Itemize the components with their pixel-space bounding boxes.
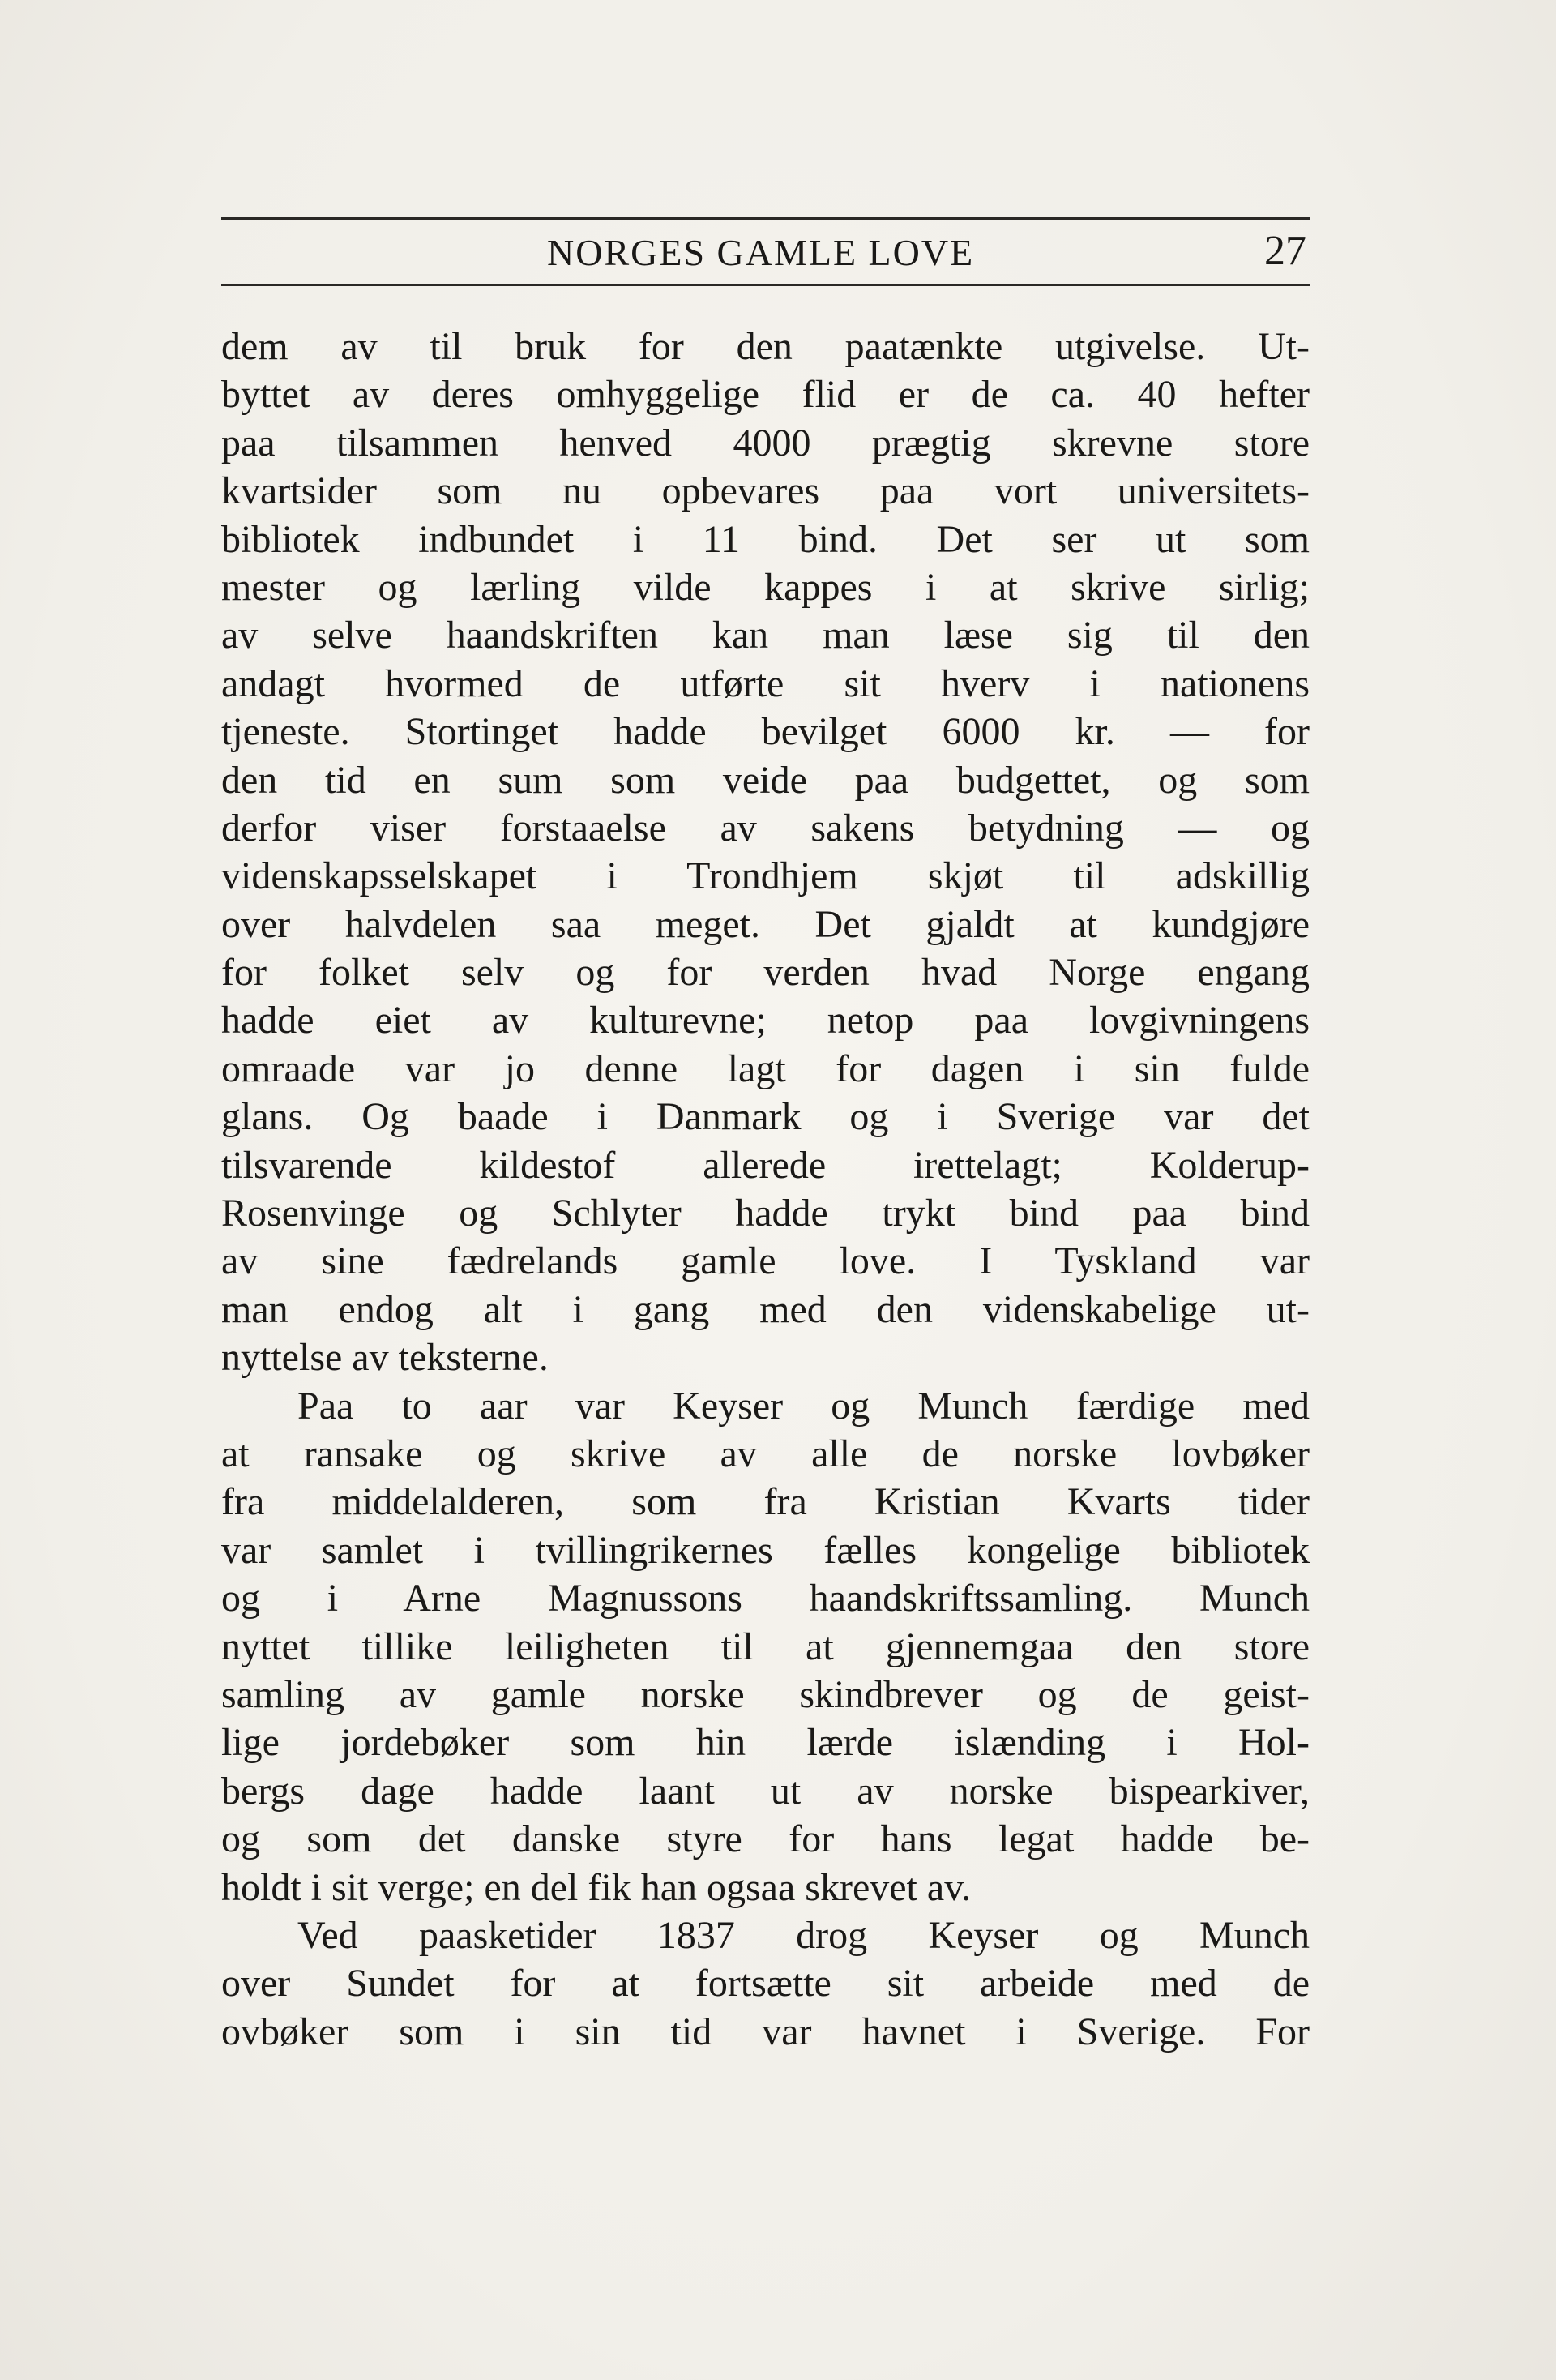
text-line: kvartsider som nu opbevares paa vort universitets-: [221, 469, 1310, 513]
text-line: videnskapsselskapet i Trondhjem skjøt til adskillig: [221, 854, 1310, 898]
text-line: Rosenvinge og Schlyter hadde trykt bind paa bind: [221, 1192, 1310, 1235]
text-line: og i Arne Magnussons haandskriftssamling. Munch: [221, 1577, 1310, 1620]
text-line: den tid en sum som veide paa budgettet, og som: [221, 758, 1310, 802]
running-head: NORGES GAMLE LOVE: [547, 232, 975, 273]
text-line: nyttelse av teksterne.: [221, 1336, 549, 1380]
text-line: man endog alt i gang med den videnskabelige ut-: [221, 1287, 1310, 1331]
text-line: omraade var jo denne lagt for dagen i sin fulde: [221, 1047, 1310, 1090]
text-line: og som det danske styre for hans legat hadde be-: [221, 1817, 1310, 1861]
text-line: over halvdelen saa meget. Det gjaldt at kundgjøre: [221, 902, 1310, 946]
text-line: paa tilsammen henved 4000 prægtig skrevne store: [221, 421, 1310, 464]
page-number: 27: [1264, 228, 1306, 274]
header-rule-bottom: [221, 284, 1310, 286]
text-line: andagt hvormed de utførte sit hverv i nationens: [221, 661, 1310, 705]
text-line: nyttet tillike leiligheten til at gjennemgaa den store: [221, 1624, 1310, 1668]
text-line: at ransake og skrive av alle de norske lovbøker: [221, 1432, 1310, 1475]
text-line: bibliotek indbundet i 11 bind. Det ser ut som: [221, 517, 1310, 561]
body-text: [221, 323, 1310, 2056]
text-line: tilsvarende kildestof allerede irettelagt; Kolderup-: [221, 1143, 1310, 1187]
text-line: bergs dage hadde laant ut av norske bispearkiver,: [221, 1769, 1310, 1813]
text-line: dem av til bruk for den paatænkte utgivelse. Ut-: [221, 325, 1310, 368]
text-line: ovbøker som i sin tid var havnet i Sverige. For: [221, 2010, 1310, 2053]
text-line: byttet av deres omhyggelige flid er de ca. 40 hefter: [221, 373, 1310, 417]
text-line: over Sundet for at fortsætte sit arbeide med de: [221, 1962, 1310, 2005]
page-header: [221, 217, 1310, 286]
text-line: var samlet i tvillingrikernes fælles kongelige bibliotek: [221, 1528, 1310, 1572]
text-line: av selve haandskriften kan man læse sig til den: [221, 614, 1310, 657]
text-line: holdt i sit verge; en del fik han ogsaa skrevet av.: [221, 1865, 972, 1909]
text-line: for folket selv og for verden hvad Norge engang: [221, 951, 1310, 995]
text-line: Paa to aar var Keyser og Munch færdige med: [297, 1384, 1310, 1428]
text-line: mester og lærling vilde kappes i at skrive sirlig;: [221, 565, 1310, 609]
text-line: derfor viser forstaaelse av sakens betydning — og: [221, 806, 1310, 850]
text-line: fra middelalderen, som fra Kristian Kvarts tider: [221, 1480, 1310, 1524]
header-rule-top: [221, 217, 1310, 220]
text-line: tjeneste. Stortinget hadde bevilget 6000 kr. — for: [221, 710, 1310, 754]
text-line: samling av gamle norske skindbrever og de geist-: [221, 1672, 1310, 1716]
text-line: av sine fædrelands gamle love. I Tyskland var: [221, 1239, 1310, 1283]
text-line: Ved paasketider 1837 drog Keyser og Munch: [297, 1913, 1310, 1957]
text-line: lige jordebøker som hin lærde islænding i Hol-: [221, 1721, 1310, 1765]
text-line: glans. Og baade i Danmark og i Sverige var det: [221, 1095, 1310, 1139]
text-line: hadde eiet av kulturevne; netop paa lovgivningens: [221, 999, 1310, 1042]
